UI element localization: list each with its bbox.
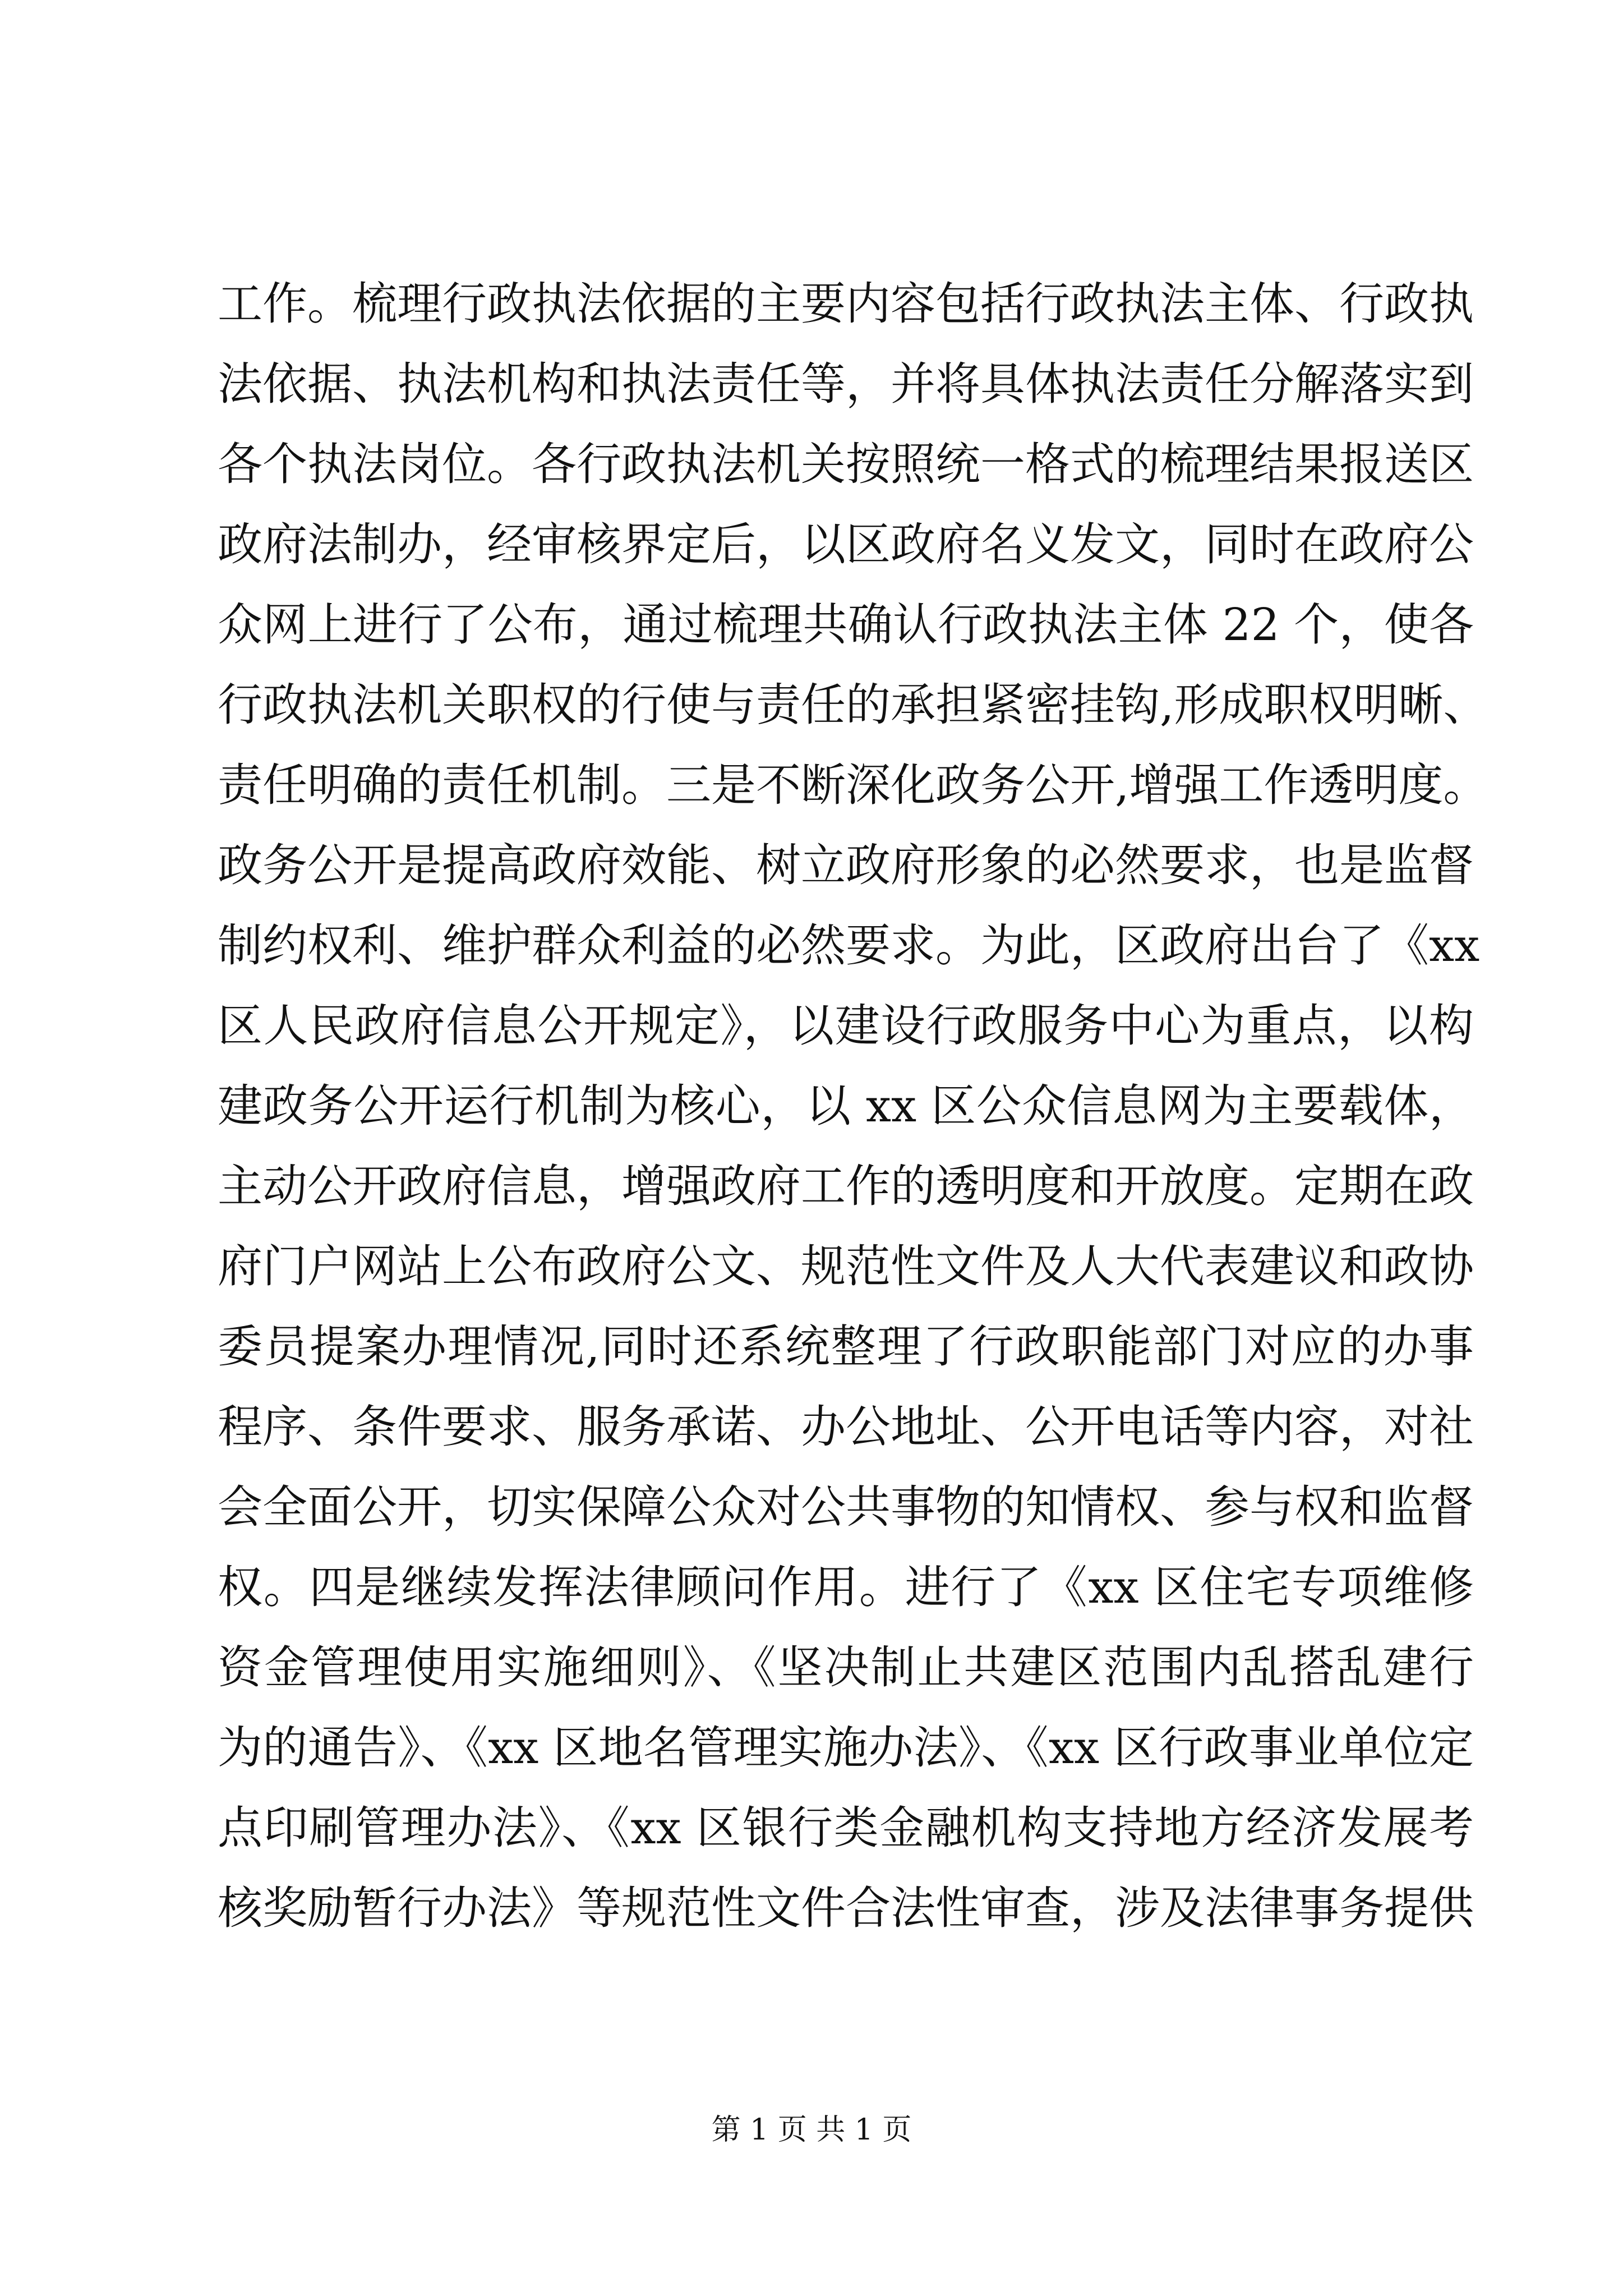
text-line: 法依据、执法机构和执法责任等，并将具体执法责任分解落实到 [218, 358, 1474, 410]
text-line: 政府法制办，经审核界定后，以区政府名义发文，同时在政府公 [218, 518, 1474, 570]
text-line: 资金管理使用实施细则》、《坚决制止共建区范围内乱搭乱建行 [218, 1641, 1474, 1694]
text-line: 为的通告》、《xx 区地名管理实施办法》、《xx 区行政事业单位定 [218, 1722, 1474, 1774]
text-line: 工作。梳理行政执法依据的主要内容包括行政执法主体、行政执 [218, 278, 1474, 330]
body-text [218, 264, 1488, 1948]
page-footer [0, 2110, 1623, 2150]
text-line: 制约权利、维护群众利益的必然要求。为此，区政府出台了《xx [218, 919, 1480, 972]
text-line: 行政执法机关职权的行使与责任的承担紧密挂钩,形成职权明晰、 [218, 679, 1488, 731]
text-line: 众网上进行了公布，通过梳理共确认行政执法主体 22 个，使各 [218, 599, 1474, 651]
text-line: 主动公开政府信息，增强政府工作的透明度和开放度。定期在政 [218, 1160, 1474, 1212]
text-line: 各个执法岗位。各行政执法机关按照统一格式的梳理结果报送区 [218, 438, 1474, 490]
text-line: 核奖励暂行办法》等规范性文件合法性审查，涉及法律事务提供 [218, 1882, 1474, 1934]
text-line: 政务公开是提高政府效能、树立政府形象的必然要求，也是监督 [218, 839, 1474, 891]
text-line: 建政务公开运行机制为核心，以 xx 区公众信息网为主要载体， [218, 1080, 1474, 1132]
text-line: 点印刷管理办法》、《xx 区银行类金融机构支持地方经济发展考 [218, 1802, 1474, 1854]
text-line: 责任明确的责任机制。三是不断深化政务公开,增强工作透明度。 [218, 759, 1488, 811]
text-line: 会全面公开，切实保障公众对公共事物的知情权、参与权和监督 [218, 1481, 1474, 1533]
text-line: 权。四是继续发挥法律顾问作用。进行了《xx 区住宅专项维修 [218, 1561, 1474, 1613]
text-line: 委员提案办理情况,同时还系统整理了行政职能部门对应的办事 [218, 1320, 1474, 1373]
text-line: 府门户网站上公布政府公文、规范性文件及人大代表建议和政协 [218, 1240, 1474, 1292]
text-line: 程序、条件要求、服务承诺、办公地址、公开电话等内容，对社 [218, 1401, 1474, 1453]
text-line: 区人民政府信息公开规定》，以建设行政服务中心为重点，以构 [218, 1000, 1474, 1052]
page-number-label: 第 1 页 共 1 页 [711, 2113, 912, 2147]
